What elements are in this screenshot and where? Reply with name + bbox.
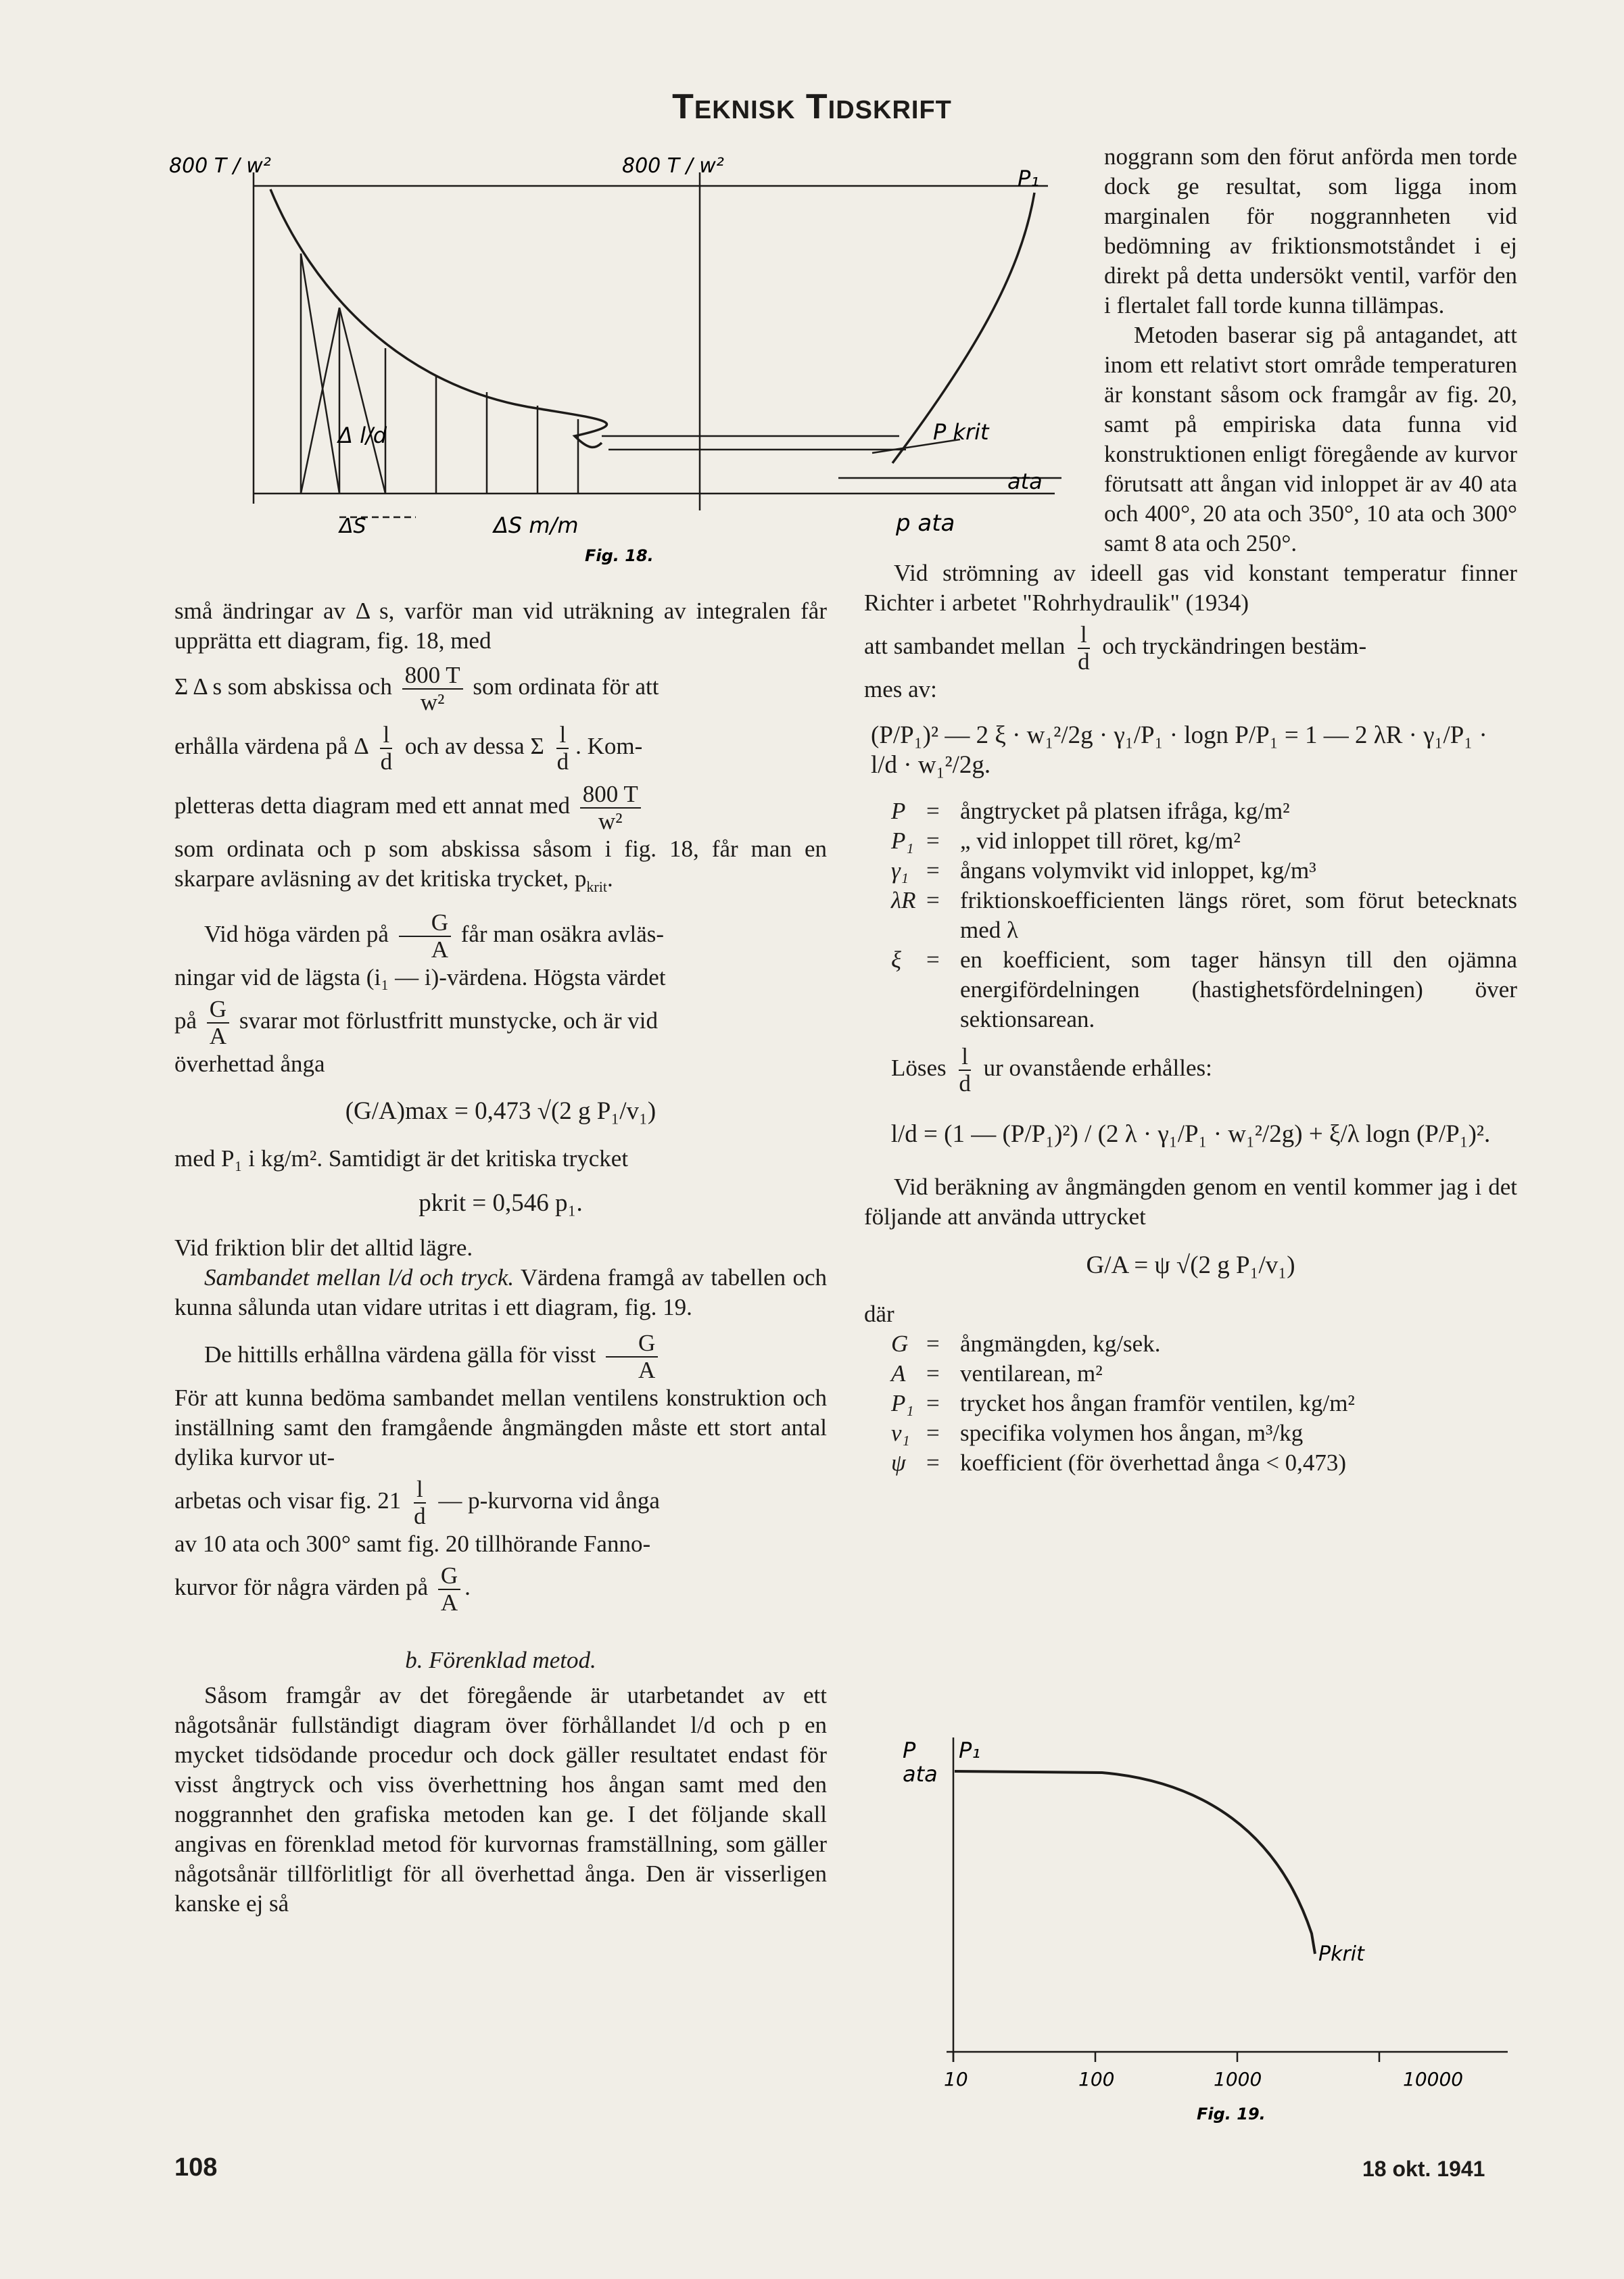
- fig18-label-delta-s: ΔS: [339, 514, 366, 538]
- right-para3-b: att sambandet mellan $\frac{l}{d}$ och tryckändringen bestäm-: [864, 621, 1367, 675]
- issue-date: 18 okt. 1941: [1362, 2157, 1485, 2181]
- left-para1-b: Σ Δ s som abskissa och $\frac{800 T}{\text{w²}}$ som ordinata för att: [174, 662, 659, 715]
- fig18-label-ata: ata: [1007, 469, 1043, 494]
- fig19-tick-1000: 1000: [1214, 2068, 1262, 2090]
- section-heading: b. Förenklad metod.: [405, 1647, 596, 1673]
- fig19-label-p1: P₁: [959, 1737, 981, 1763]
- dar-label: där: [864, 1301, 894, 1327]
- right-para3-c: mes av:: [864, 676, 937, 702]
- fig18-label-l-over-d: Δ l/d: [338, 423, 387, 448]
- left-para5: Sambandet mellan l/d och tryck. Värdena framgå av tabellen och kunna sålunda utan vidare utritas i ett diagram, fig. 19.: [174, 1264, 827, 1320]
- def-row: ψ = koefficient (för överhettad ånga < 0,473): [891, 1449, 1347, 1476]
- fig19-label-p: P: [903, 1737, 916, 1763]
- fig18-caption: Fig. 18.: [585, 546, 654, 565]
- def-row: P = ångtrycket på platsen ifråga, kg/m²: [891, 798, 1290, 824]
- page-number: 108: [174, 2153, 218, 2182]
- def-row: P₁ = „ vid inloppet till röret, kg/m²: [891, 827, 1241, 854]
- fig19-caption: Fig. 19.: [1197, 2105, 1266, 2124]
- def-row: P₁ = trycket hos ångan framför ventilen, kg/m²: [891, 1390, 1355, 1416]
- fig19-tick-10: 10: [944, 2068, 968, 2090]
- definitions-1: [891, 796, 1517, 1034]
- fig19-label-ata: ata: [903, 1761, 938, 1787]
- left-para6: De hittills erhållna värdena gälla för visst $\frac{G}{A}$: [174, 1330, 827, 1383]
- eq-richter: (P/P₁)² — 2 ξ · w₁²/2g · γ₁/P₁ · logn P/P₁ = 1 — 2 λR · γ₁/P₁ · l/d · w₁²/2g.: [871, 721, 1487, 779]
- def-row: G = ångmängden, kg/sek.: [891, 1330, 1161, 1357]
- left-para2-d: överhettad ånga: [174, 1051, 325, 1077]
- fig18-label-ordinate-mid: 800 T / w²: [622, 154, 724, 178]
- left-para1: små ändringar av Δ s, varför man vid uträkning av integralen får upprätta ett diagram, fig. 18, med: [174, 598, 827, 654]
- left-para3: med P₁ i kg/m². Samtidigt är det kritiska trycket: [174, 1145, 629, 1172]
- fig19-tick-10000: 10000: [1403, 2068, 1464, 2090]
- right-para5: Vid beräkning av ångmängden genom en ventil kommer jag i det följande att använda uttrycket: [864, 1174, 1517, 1230]
- fig18-label-p-ata: p ata: [896, 510, 955, 537]
- left-para7-d: kurvor för några värden på $\frac{G}{A}$ .: [174, 1562, 471, 1616]
- right-para4: Löses $\frac{l}{d}$ ur ovanstående erhålles:: [891, 1043, 1212, 1097]
- fig19-label-pkrit: Pkrit: [1318, 1942, 1364, 1966]
- right-para1: noggrann som den förut anförda men torde dock ge resultat, som ligga inom marginalen för noggrannheten vid bedömning av friktionsmotståndet i ej direkt på detta undersökt ventil, varför den i flertalet fall torde kunna tillämpas.: [1104, 143, 1517, 318]
- fig18-label-delta-s-unit: ΔS m/m: [494, 512, 579, 538]
- journal-title: TEKNISK TIDSKRIFT: [672, 87, 952, 126]
- definitions-2: [891, 1329, 1517, 1478]
- left-para7-c: av 10 ata och 300° samt fig. 20 tillhörande Fanno-: [174, 1531, 651, 1557]
- left-para1-e: som ordinata och p som abskissa såsom i fig. 18, får man en skarpare avläsning av det kritiska trycket, $p_{krit}$.: [174, 836, 827, 895]
- left-para7-b: arbetas och visar fig. 21 $\frac{l}{d}$ — p-kurvorna vid ånga: [174, 1476, 660, 1529]
- fig19-tick-100: 100: [1078, 2068, 1115, 2090]
- fig18-label-ordinate-left: 800 T / w²: [169, 154, 271, 178]
- left-para2-c: på $\frac{G}{A}$ svarar mot förlustfritt munstycke, och är vid: [174, 996, 658, 1049]
- def-row: v₁ = specifika volymen hos ångan, m³/kg: [891, 1420, 1304, 1446]
- eq-ga-max: (G/A)max = 0,473 √(2 g P₁/v₁): [345, 1097, 656, 1125]
- left-para4: Vid friktion blir det alltid lägre.: [174, 1234, 473, 1261]
- left-column: [174, 596, 827, 1919]
- eq-pkrit: pkrit = 0,546 p₁.: [419, 1189, 583, 1217]
- eq-l-over-d: l/d = (1 — (P/P₁)²) / (2 λ · γ₁/P₁ · w₁²/2g) + ξ/λ logn (P/P₁)².: [890, 1120, 1491, 1148]
- fig18-label-p1: P₁: [1018, 166, 1040, 191]
- right-para3: Vid strömning av ideell gas vid konstant temperatur finner Richter i arbetet "Rohrhydraulik" (1934): [864, 560, 1517, 616]
- left-para1-d: pletteras detta diagram med ett annat med $\frac{800 T}{\text{w²}}$: [174, 782, 827, 834]
- left-para1-c: erhålla värdena på Δ $\frac{l}{d}$ och av dessa Σ $\frac{l}{d}$ . Kom-: [174, 721, 643, 775]
- right-column: [864, 142, 1517, 1478]
- figure-19: [899, 1731, 1508, 2136]
- left-para8: Såsom framgår av det föregående är utarbetandet av ett någotsånär fullständigt diagram över förhållandet l/d och p en mycket tidsödande procedur och dock gäller resultatet endast för visst ångtryck och viss överhettning hos ångan samt med den noggrannhet den grafiska metoden kan ge. I det följande skall angivas en förenklad metod för kurvornas framställning, som gäller någotsånär tillförlitligt för all överhettad ånga. Den är visserligen kanske ej så: [174, 1682, 827, 1917]
- def-row: A = ventilarean, m²: [891, 1360, 1103, 1387]
- left-para7: För att kunna bedöma sambandet mellan ventilens konstruktion och inställning samt den framgående ångmängden måste ett stort antal dylika kurvor ut-: [174, 1385, 827, 1470]
- fig18-label-pkrit: P krit: [933, 419, 989, 445]
- right-para2: Metoden baserar sig på antagandet, att inom ett relativt stort område temperaturen är konstant såsom ock framgår av fig. 20, samt på empiriska data funna vid konstruktionen enligt föregående av kurvor förutsatt att ångan vid inloppet är av 40 ata och 400°, 20 ata och 350°, 10 ata och 300° samt 8 ata och 250°.: [1104, 322, 1517, 556]
- def-row: γ₁ = ångans volymvikt vid inloppet, kg/m³: [891, 857, 1316, 884]
- eq-g-over-a: G/A = ψ √(2 g P₁/v₁): [1086, 1251, 1295, 1279]
- def-row: λR = friktionskoefficienten längs röret, som förut betecknats med λ: [891, 887, 1517, 943]
- def-row: ξ = en koefficient, som tager hänsyn till den ojämna energifördelningen (hastighetsfördelningen) över sektionsarean.: [891, 946, 1517, 1032]
- left-para2: Vid höga värden på $\frac{G}{A}$ får man osäkra avläs-: [204, 909, 665, 963]
- left-para2-b: ningar vid de lägsta (i₁ — i)-värdena. Högsta värdet: [174, 964, 666, 990]
